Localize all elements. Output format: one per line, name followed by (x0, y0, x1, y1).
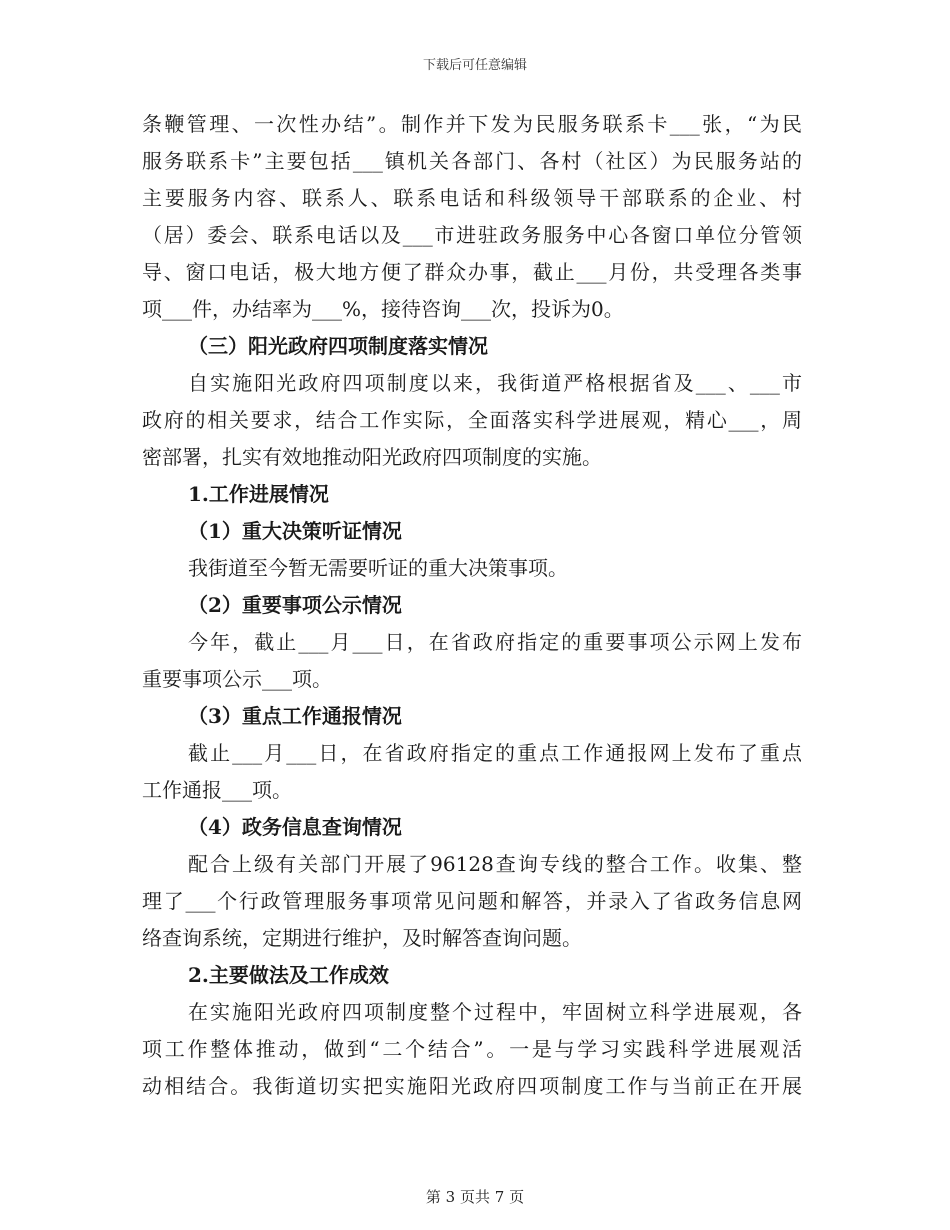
paragraph-line: 主要服务内容、联系人、联系电话和科级领导干部联系的企业、村 (142, 186, 802, 210)
section-heading: （2）重要事项公示情况 (188, 593, 402, 617)
paragraph-line: 服务联系卡”主要包括___镇机关各部门、各村（社区）为民服务站的 (142, 149, 802, 173)
paragraph-line: 项___件，办结率为___%，接待咨询___次，投诉为0。 (142, 297, 624, 321)
document-body (142, 106, 802, 1105)
paragraph-line: 条鞭管理、一次性办结”。制作并下发为民服务联系卡___张，“为民 (142, 112, 802, 136)
paragraph-line: 政府的相关要求，结合工作实际，全面落实科学进展观，精心___，周 (142, 408, 802, 432)
paragraph-line: 今年，截止___月___日，在省政府指定的重要事项公示网上发布 (188, 630, 802, 654)
page-header: 下载后可任意编辑 (422, 58, 527, 73)
page-footer: 第 3 页共 7 页 (425, 1188, 525, 1206)
paragraph-line: 截止___月___日，在省政府指定的重点工作通报网上发布了重点 (188, 741, 802, 765)
section-heading: （三）阳光政府四项制度落实情况 (188, 334, 488, 358)
paragraph-line: 动相结合。我街道切实把实施阳光政府四项制度工作与当前正在开展 (142, 1074, 802, 1098)
paragraph-line: 密部署，扎实有效地推动阳光政府四项制度的实施。 (142, 445, 602, 469)
paragraph-line: 自实施阳光政府四项制度以来，我街道严格根据省及___、___市 (188, 371, 802, 395)
section-heading: （3）重点工作通报情况 (188, 704, 402, 728)
paragraph-line: 工作通报___项。 (142, 778, 292, 802)
paragraph-line: 理了___个行政管理服务事项常见问题和解答，并录入了省政务信息网 (142, 889, 802, 913)
paragraph-line: （居）委会、联系电话以及___市进驻政务服务中心各窗口单位分管领 (142, 223, 802, 247)
paragraph-line: 我街道至今暂无需要听证的重大决策事项。 (188, 556, 568, 580)
section-heading: （1）重大决策听证情况 (188, 519, 402, 543)
paragraph-line: 重要事项公示___项。 (142, 667, 332, 691)
paragraph-line: 项工作整体推动，做到“二个结合”。一是与学习实践科学进展观活 (142, 1037, 802, 1061)
paragraph-line: 配合上级有关部门开展了96128查询专线的整合工作。收集、整 (188, 852, 802, 876)
section-heading: 1.工作进展情况 (188, 482, 329, 506)
paragraph-line: 在实施阳光政府四项制度整个过程中，牢固树立科学进展观，各 (188, 1000, 802, 1024)
section-heading: （4）政务信息查询情况 (188, 815, 402, 839)
paragraph-line: 导、窗口电话，极大地方便了群众办事，截止___月份，共受理各类事 (142, 260, 802, 284)
section-heading: 2.主要做法及工作成效 (188, 963, 389, 987)
paragraph-line: 络查询系统，定期进行维护，及时解答查询问题。 (142, 926, 582, 950)
